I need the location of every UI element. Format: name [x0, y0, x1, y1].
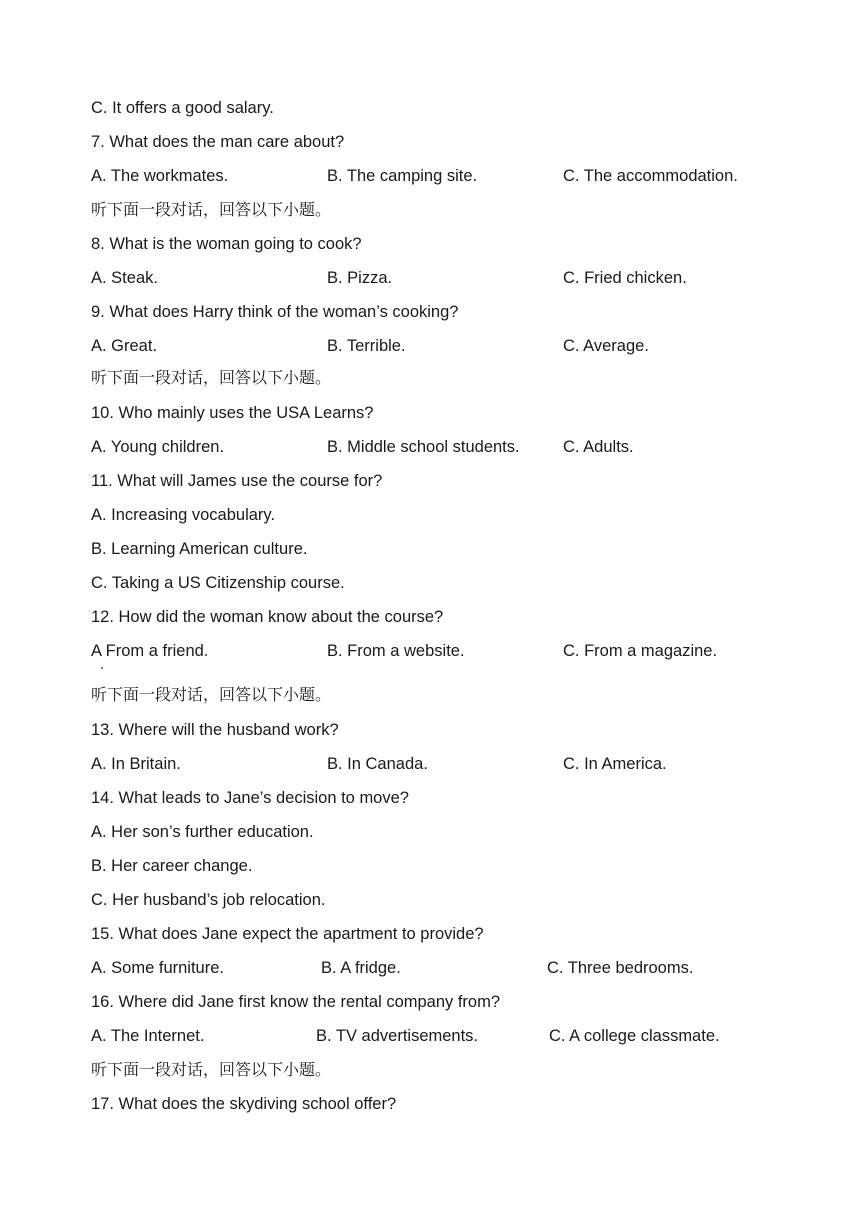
- text-line: 10. Who mainly uses the USA Learns?: [91, 404, 374, 422]
- option-c: C. From a magazine.: [563, 642, 718, 660]
- option-b: B. TV advertisements.: [316, 1027, 479, 1045]
- section-instruction: 听下面一段对话，回答以下小题。: [91, 368, 332, 387]
- option-b: B. The camping site.: [327, 167, 478, 185]
- option-a: A. The workmates.: [91, 167, 229, 185]
- text-line: B. Learning American culture.: [91, 540, 308, 558]
- option-c: C. Fried chicken.: [563, 269, 687, 287]
- text-line: B. Her career change.: [91, 857, 253, 875]
- text-line: A. Increasing vocabulary.: [91, 506, 276, 524]
- text-line: 9. What does Harry think of the woman’s cooking?: [91, 303, 459, 321]
- text-line: 17. What does the skydiving school offer?: [91, 1095, 397, 1113]
- text-line: A. Her son’s further education.: [91, 823, 314, 841]
- text-line: C. Taking a US Citizenship course.: [91, 574, 345, 592]
- text-line: 16. Where did Jane first know the rental company from?: [91, 993, 501, 1011]
- option-c: C. The accommodation.: [563, 167, 738, 185]
- text-line: 11. What will James use the course for?: [91, 472, 383, 490]
- option-b: B. A fridge.: [321, 959, 401, 977]
- text-line: 7. What does the man care about?: [91, 133, 345, 151]
- option-c: C. Three bedrooms.: [547, 959, 694, 977]
- text-line: 13. Where will the husband work?: [91, 721, 339, 739]
- option-c: C. Adults.: [563, 438, 634, 456]
- option-c: C. A college classmate.: [549, 1027, 720, 1045]
- section-instruction: 听下面一段对话，回答以下小题。: [91, 200, 332, 219]
- text-line: 8. What is the woman going to cook?: [91, 235, 362, 253]
- option-a: A. Some furniture.: [91, 959, 224, 977]
- option-a: A. Great.: [91, 337, 158, 355]
- option-a: A. Steak.: [91, 269, 158, 287]
- text-line: 12. How did the woman know about the course?: [91, 608, 444, 626]
- option-c: C. Average.: [563, 337, 649, 355]
- section-instruction: 听下面一段对话，回答以下小题。: [91, 1060, 332, 1079]
- text-line: C. Her husband’s job relocation.: [91, 891, 326, 909]
- option-a: A. The Internet.: [91, 1027, 205, 1045]
- text-line: 14. What leads to Jane’s decision to move?: [91, 789, 409, 807]
- text-line: 15. What does Jane expect the apartment to provide?: [91, 925, 484, 943]
- text-line: C. It offers a good salary.: [91, 99, 274, 117]
- option-b: B. From a website.: [327, 642, 465, 660]
- option-b: B. Middle school students.: [327, 438, 520, 456]
- option-a: A From a friend.: [91, 642, 209, 660]
- option-b: B. In Canada.: [327, 755, 428, 773]
- option-b: B. Terrible.: [327, 337, 406, 355]
- option-b: B. Pizza.: [327, 269, 393, 287]
- option-a: A. Young children.: [91, 438, 225, 456]
- section-instruction: 听下面一段对话，回答以下小题。: [91, 685, 332, 704]
- option-a: A. In Britain.: [91, 755, 181, 773]
- stray-dot-mark: [101, 667, 103, 669]
- option-c: C. In America.: [563, 755, 667, 773]
